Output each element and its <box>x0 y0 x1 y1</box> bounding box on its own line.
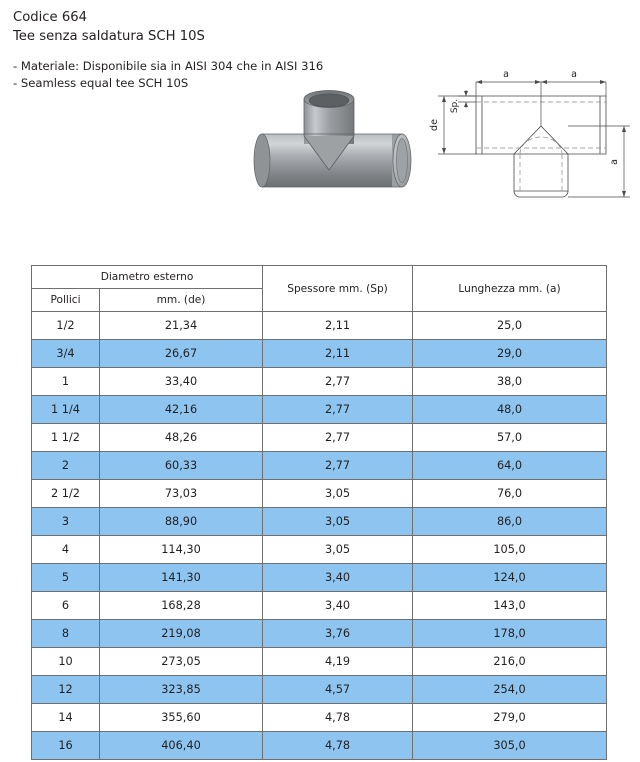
table-row <box>32 536 607 564</box>
dimension-label-a-top-right: a <box>571 69 577 80</box>
table-row <box>32 620 607 648</box>
table-row <box>32 480 607 508</box>
cell-pollici: 6 <box>32 592 100 620</box>
cell-pollici: 1 1/4 <box>32 396 100 424</box>
header-mm-de: mm. (de) <box>100 289 263 312</box>
table-row <box>32 732 607 760</box>
cell-spessore: 3,05 <box>263 480 413 508</box>
cell-spessore: 3,40 <box>263 592 413 620</box>
cell-lunghezza: 38,0 <box>413 368 607 396</box>
description-line-type: - Seamless equal tee SCH 10S <box>13 75 189 90</box>
cell-lunghezza: 57,0 <box>413 424 607 452</box>
cell-mm-de: 168,28 <box>100 592 263 620</box>
table-row <box>32 676 607 704</box>
cell-lunghezza: 124,0 <box>413 564 607 592</box>
table-row <box>32 340 607 368</box>
dimension-label-a-right: a <box>609 159 620 165</box>
specifications-table <box>31 265 607 760</box>
cell-spessore: 2,77 <box>263 368 413 396</box>
dimension-label-de: de <box>429 119 440 131</box>
cell-spessore: 2,11 <box>263 312 413 340</box>
cell-lunghezza: 178,0 <box>413 620 607 648</box>
cell-mm-de: 21,34 <box>100 312 263 340</box>
table-row <box>32 592 607 620</box>
table-row <box>32 704 607 732</box>
cell-pollici: 5 <box>32 564 100 592</box>
cell-spessore: 3,05 <box>263 536 413 564</box>
cell-pollici: 1/2 <box>32 312 100 340</box>
cell-lunghezza: 279,0 <box>413 704 607 732</box>
cell-mm-de: 406,40 <box>100 732 263 760</box>
table-header <box>32 266 607 312</box>
header-pollici: Pollici <box>32 289 100 312</box>
cell-pollici: 12 <box>32 676 100 704</box>
cell-mm-de: 73,03 <box>100 480 263 508</box>
product-code: Codice 664 <box>13 10 88 25</box>
product-title: Tee senza saldatura SCH 10S <box>13 29 205 44</box>
cell-lunghezza: 25,0 <box>413 312 607 340</box>
cell-mm-de: 42,16 <box>100 396 263 424</box>
cell-spessore: 2,77 <box>263 424 413 452</box>
header-diametro-esterno: Diametro esterno <box>32 266 263 289</box>
cell-spessore: 4,78 <box>263 704 413 732</box>
cell-mm-de: 48,26 <box>100 424 263 452</box>
cell-lunghezza: 48,0 <box>413 396 607 424</box>
cell-lunghezza: 76,0 <box>413 480 607 508</box>
cell-lunghezza: 64,0 <box>413 452 607 480</box>
cad-drawing-svg <box>428 52 640 232</box>
table-row <box>32 312 607 340</box>
cell-mm-de: 60,33 <box>100 452 263 480</box>
description-line-material: - Materiale: Disponibile sia in AISI 304 che in AISI 316 <box>13 59 324 73</box>
cell-lunghezza: 86,0 <box>413 508 607 536</box>
dimension-label-a-top-left: a <box>503 69 509 80</box>
cell-pollici: 10 <box>32 648 100 676</box>
table-body <box>32 312 607 760</box>
table-row <box>32 396 607 424</box>
cell-lunghezza: 254,0 <box>413 676 607 704</box>
cell-spessore: 3,40 <box>263 564 413 592</box>
table-row <box>32 424 607 452</box>
cell-pollici: 3 <box>32 508 100 536</box>
table-row <box>32 508 607 536</box>
table-row <box>32 564 607 592</box>
table-row <box>32 368 607 396</box>
cell-spessore: 4,19 <box>263 648 413 676</box>
header-spessore: Spessore mm. (Sp) <box>263 266 413 312</box>
cell-pollici: 8 <box>32 620 100 648</box>
cell-spessore: 4,78 <box>263 732 413 760</box>
cell-pollici: 4 <box>32 536 100 564</box>
cell-spessore: 2,11 <box>263 340 413 368</box>
cell-mm-de: 141,30 <box>100 564 263 592</box>
tee-render-svg <box>244 74 420 208</box>
cell-lunghezza: 105,0 <box>413 536 607 564</box>
cell-pollici: 3/4 <box>32 340 100 368</box>
cell-spessore: 2,77 <box>263 396 413 424</box>
cell-lunghezza: 216,0 <box>413 648 607 676</box>
cell-pollici: 1 1/2 <box>32 424 100 452</box>
cell-pollici: 14 <box>32 704 100 732</box>
cell-mm-de: 88,90 <box>100 508 263 536</box>
cell-mm-de: 26,67 <box>100 340 263 368</box>
cell-lunghezza: 29,0 <box>413 340 607 368</box>
cell-spessore: 4,57 <box>263 676 413 704</box>
cell-mm-de: 114,30 <box>100 536 263 564</box>
cell-mm-de: 33,40 <box>100 368 263 396</box>
cell-mm-de: 323,85 <box>100 676 263 704</box>
tee-dimensioned-drawing <box>428 52 640 232</box>
header-lunghezza: Lunghezza mm. (a) <box>413 266 607 312</box>
table-row <box>32 452 607 480</box>
cell-spessore: 3,05 <box>263 508 413 536</box>
table-header-row-group <box>32 266 607 289</box>
cell-pollici: 16 <box>32 732 100 760</box>
dimension-label-sp: Sp. <box>450 98 460 114</box>
cell-mm-de: 219,08 <box>100 620 263 648</box>
cell-pollici: 2 <box>32 452 100 480</box>
cell-spessore: 3,76 <box>263 620 413 648</box>
cell-mm-de: 273,05 <box>100 648 263 676</box>
tee-fitting-3d-render <box>244 74 420 208</box>
cell-mm-de: 355,60 <box>100 704 263 732</box>
table-row <box>32 648 607 676</box>
cell-pollici: 1 <box>32 368 100 396</box>
cell-lunghezza: 305,0 <box>413 732 607 760</box>
cell-lunghezza: 143,0 <box>413 592 607 620</box>
cell-spessore: 2,77 <box>263 452 413 480</box>
cell-pollici: 2 1/2 <box>32 480 100 508</box>
